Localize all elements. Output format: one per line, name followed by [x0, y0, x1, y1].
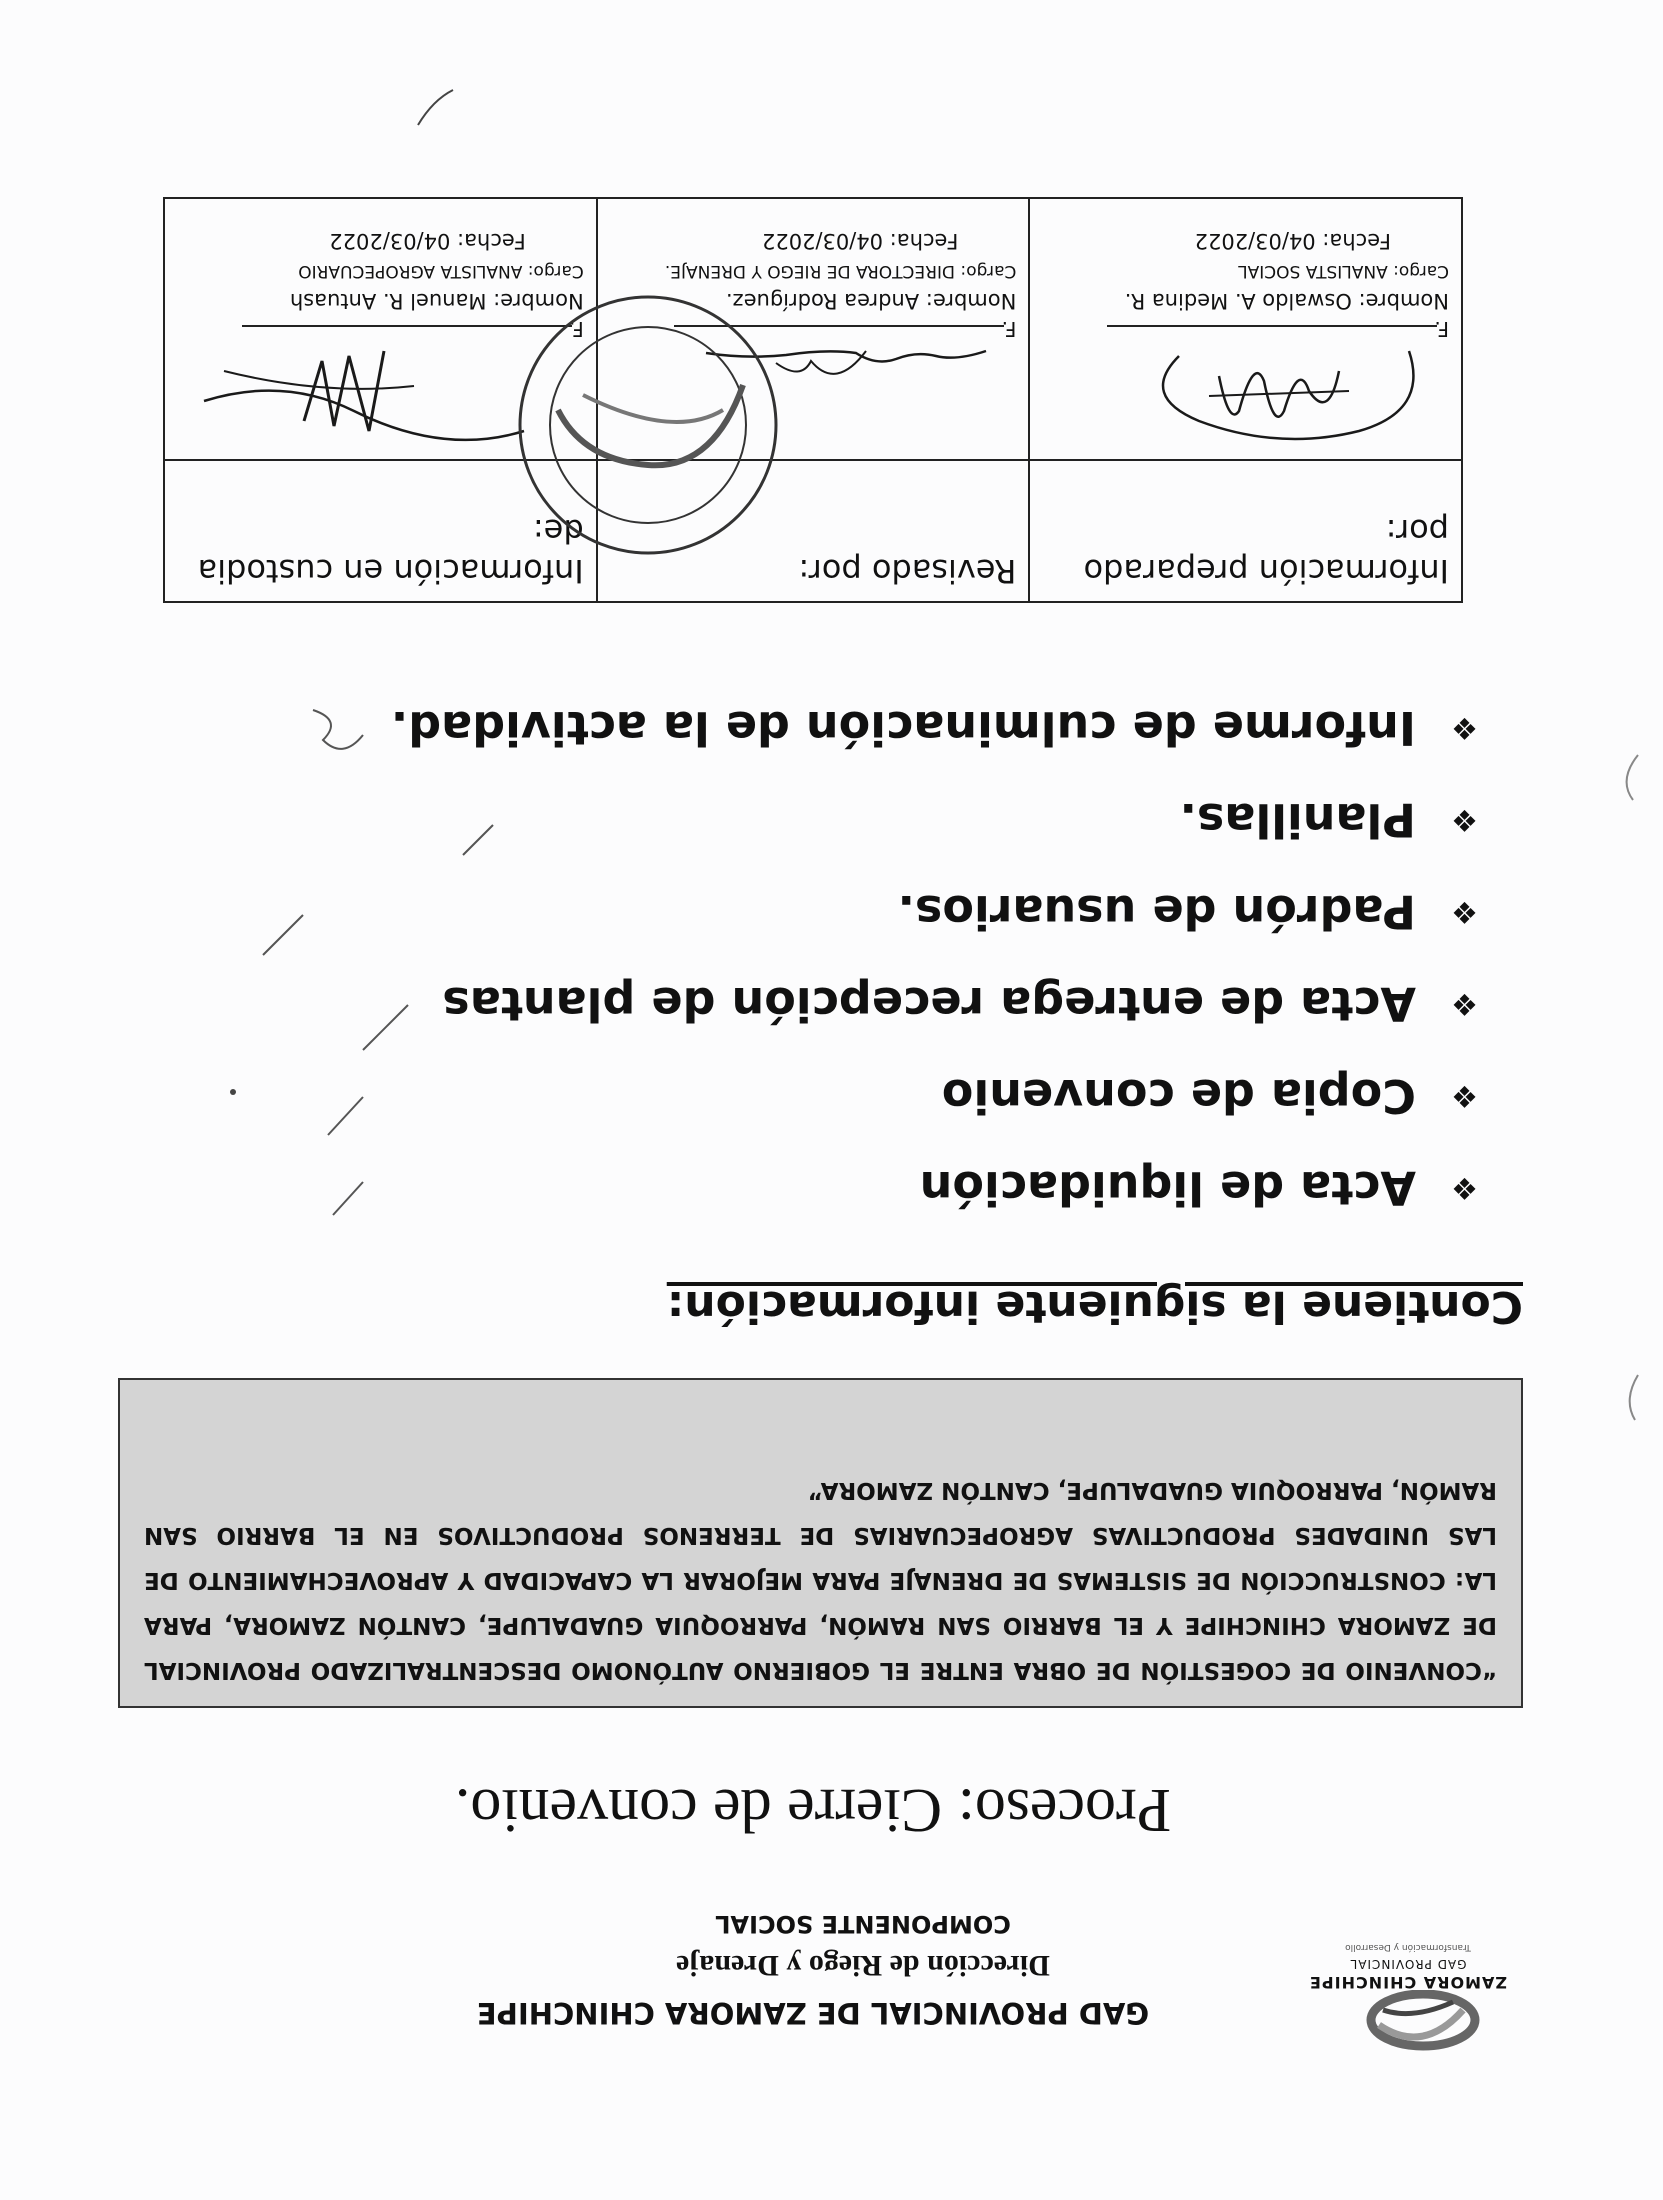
signature-label: F.	[1001, 317, 1017, 341]
list-item	[278, 1142, 1478, 1234]
signature-cell-preparer	[1029, 198, 1462, 460]
signature-date: Fecha: 04/03/2022	[761, 229, 959, 253]
logo-tagline: Transformación y Desarrollo	[1345, 1942, 1471, 1952]
list-item	[278, 774, 1478, 866]
diamond-bullet-icon: ❖	[1451, 894, 1478, 930]
contents-list	[278, 682, 1478, 1234]
signature-table	[163, 197, 1463, 603]
header-custody-of: Información en custodia de:	[164, 460, 597, 602]
swoosh-logo-icon	[1363, 1990, 1483, 2060]
process-title: Proceso: Cierre de convenio.	[454, 1776, 1172, 1844]
list-item	[278, 682, 1478, 774]
header-title: GAD PROVINCIAL DE ZAMORA CHINCHIPE	[476, 1996, 1150, 2030]
signer-name: Nombre: Manuel R. Antuash	[289, 289, 584, 313]
list-item	[278, 958, 1478, 1050]
signer-position: Cargo: ANALISTA SOCIAL	[1238, 261, 1449, 281]
list-item-label: Planillas.	[1179, 793, 1416, 847]
signature-date: Fecha: 04/03/2022	[329, 229, 526, 253]
header-prepared-by: Información preparado por:	[1029, 460, 1462, 602]
list-item-label: Copia de convenio	[941, 1069, 1416, 1123]
header-component: COMPONENTE SOCIAL	[715, 1910, 1011, 1938]
diamond-bullet-icon: ❖	[1451, 986, 1478, 1022]
signature-line	[1107, 325, 1437, 327]
signer-name: Nombre: Oswaldo A. Medina R.	[1124, 289, 1449, 313]
convenio-description-box: “CONVENIO DE COGESTIÓN DE OBRA ENTRE EL GOBIERNO AUTÓNOMO DESCENTRALIZADO PROVINCIAL DE ZAMORA CHINCHIPE Y EL BARRIO SAN RAMÓN, PARROQUIA GUADALUPE, CANTÓN ZAMORA, PARA LA: CONSTRUCCIÓN DE SISTEMAS DE DRENAJE PARA MEJORAR LA CAPACIDAD Y APROVECHAMIENTO DE LAS UNIDADES PRODUCTIVAS AGROPECUARIAS DE TERRENOS PRODUCTIVOS EN EL BARRIO SAN RAMÓN, PARROQUIA GUADALUPE, CANTÓN ZAMORA”	[118, 1378, 1523, 1708]
list-item	[278, 866, 1478, 958]
signature-table-body-row	[164, 198, 1462, 460]
signer-position: Cargo: ANALISTA AGROPECUARIO	[298, 261, 584, 281]
handwritten-signature-preparer	[1049, 341, 1449, 451]
diamond-bullet-icon: ❖	[1451, 802, 1478, 838]
contents-heading: Contiene la siguiente información:	[666, 1281, 1523, 1332]
signer-position: Cargo: DIRECTORA DE RIEGO Y DRENAJE.	[664, 261, 1017, 281]
list-item-label: Informe de culminación de la actividad.	[390, 701, 1416, 755]
logo-org: GAD PROVINCIAL	[1349, 1957, 1467, 1971]
signer-name: Nombre: Andrea Rodríguez.	[725, 289, 1017, 313]
list-item-label: Acta de entrega recepción de plantas	[442, 977, 1416, 1031]
gad-logo	[1293, 1940, 1523, 2060]
diamond-bullet-icon: ❖	[1451, 1170, 1478, 1206]
diamond-bullet-icon: ❖	[1451, 710, 1478, 746]
official-stamp	[513, 290, 783, 560]
list-item-label: Acta de liquidación	[919, 1161, 1416, 1215]
signature-label: F.	[1434, 317, 1449, 341]
logo-name: ZAMORA CHINCHIPE	[1309, 1973, 1507, 1992]
list-item-label: Padrón de usuarios.	[897, 885, 1416, 939]
diamond-bullet-icon: ❖	[1451, 1078, 1478, 1114]
signature-date: Fecha: 04/03/2022	[1194, 229, 1391, 253]
header-reviewed-by: Revisado por:	[597, 460, 1030, 602]
signature-table-header-row	[164, 460, 1462, 602]
signature-label: F.	[569, 317, 584, 341]
list-item	[278, 1050, 1478, 1142]
header-direction: Dirección de Riego y Drenaje	[676, 1949, 1050, 1982]
